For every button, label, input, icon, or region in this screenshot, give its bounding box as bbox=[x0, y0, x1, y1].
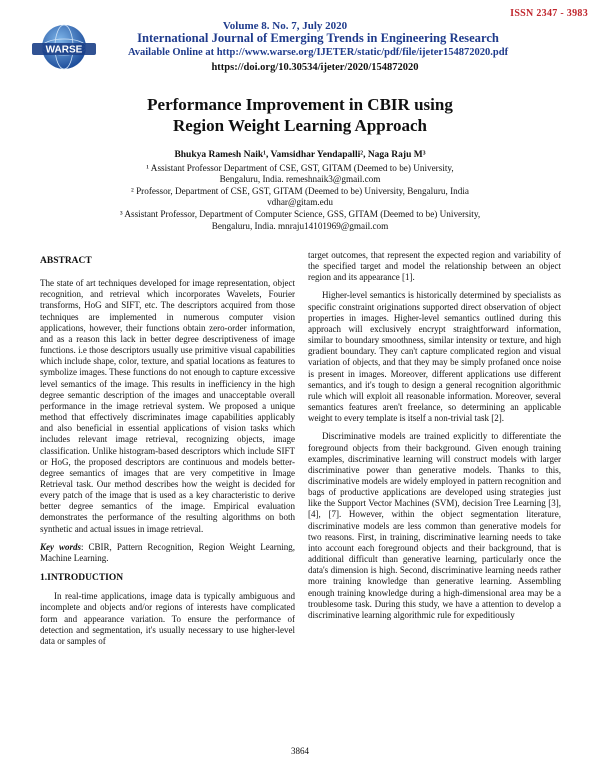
affiliation-2-line-1: ² Professor, Department of CSE, GST, GITAM (Deemed to be) University, Bengaluru, India bbox=[131, 185, 469, 196]
keywords bbox=[40, 542, 295, 564]
author-block bbox=[40, 150, 560, 232]
paper-title bbox=[40, 94, 560, 136]
right-paragraph-1: Higher-level semantics is historically determined by specialists as specific constraint originations supported direct observation of object properties in images. Higher-level semantics outlined during this approach will exclusively encrypt straightforward information, similar to boundary smoothness, similar intensity or texture, and high gradient boundary. They can't capture complicated region and visual variation of objects, and that they may be simply profaned once noise is present in images. Moreover, different applications use different semantics, and it's tough to design a general recognition algorithmic rule which will exploit all reasonable information. Moreover, several semantics features aren't freelance, so determining an applicable weight to every template is itself a non-trivial task [2]. bbox=[308, 290, 561, 424]
page-number: 3864 bbox=[291, 746, 309, 756]
right-paragraph-0: target outcomes, that represent the expected region and variability of the specified target and model the relationship between an object region and its appearance [1]. bbox=[308, 250, 561, 283]
affiliation-3-line-1: ³ Assistant Professor, Department of Computer Science, GSS, GITAM (Deemed to be) University, bbox=[119, 208, 481, 219]
issn: ISSN 2347 - 3983 bbox=[510, 8, 588, 19]
warse-logo bbox=[28, 22, 100, 76]
keywords-text: : CBIR, Pattern Recognition, Region Weight Learning, Machine Learning. bbox=[40, 541, 295, 563]
title-line-1: Performance Improvement in CBIR using bbox=[147, 95, 453, 114]
abstract-text: The state of art techniques developed for image representation, object recognition, and retrieval which incorporates Wavelets, Fourier transforms, HoG and SIFT, etc. The descriptors acquired from those techniques are implemented in numerous computer vision applications, however, their functions obtain zero-order information, and as a reason this lack in better degree descriptiveness of image functions. i.e those descriptors usually use primitive visual capabilities which include shape, color, texture, and spatial locations as features to symbolize images. These functions do not enough to capture excessive level semantics of the image. This results in inefficiency in the high degree semantic description of the images and unacceptable overall performance in the image retrieval system. We proposed a unique method that effectively discriminates image capabilities applicably and also beneficial in essential applications of vision tasks which includes relevant image retrieval, recognizing objects, image classification. Unlike histogram-based descriptors which include SIFT or HoG, the proposed descriptors are continuous and models better-degree semantics of images that are very competitive in Image Retrieval task. Our method describes how the weight is decided for every patch of the image that is used as a key characteristic to derive better degree semantics of the image. Empirical evaluation demonstrates the performance of the resulting algorithms on both synthetic and actual issues in image retrieval. bbox=[40, 278, 295, 534]
abstract-heading: ABSTRACT bbox=[40, 256, 92, 266]
doi-link[interactable]: https://doi.org/10.30534/ijeter/2020/154872020 bbox=[211, 62, 419, 73]
logo-text: WARSE bbox=[45, 44, 83, 56]
keywords-label: Key words bbox=[40, 541, 82, 552]
introduction-text: In real-time applications, image data is typically ambiguous and incomplete and objects and/or regions of interests have complicated form and appearance variation. To ensure the performance of detection and segmentation, it's usually necessary to use higher-level data or samples of bbox=[40, 591, 295, 646]
affiliation-1-line-2: Bengaluru, India. remeshnaik3@gmail.com bbox=[219, 174, 381, 185]
affiliation-2-line-2: vdhar@gitam.edu bbox=[267, 197, 333, 208]
right-column bbox=[308, 250, 561, 628]
available-online-link[interactable]: Available Online at http://www.warse.org/IJETER/static/pdf/file/ijeter154872020.pdf bbox=[127, 47, 509, 58]
right-paragraph-2: Discriminative models are trained explicitly to differentiate the foreground objects from their background. Given enough training examples, discriminative learning will construct models with larger discriminative power than generative models. Thanks to this, discriminative models are widely employed in pattern recognition and bags of productive applications are developed using strategies just like the Support Vector Machines (SVM), decision Tree Learning [3], [4], [7]. However, within the object segmentation literature, discriminative models are less common than generative models for two reasons. First, in training, discriminative learning needs to take into account each foreground objects and their background, that is additional difficult than generative learning, particularly once the data's dimension is high. Second, discriminative learning needs rather more training knowledge than generative learning. Assembling enough training knowledge during a high-dimensional area may be a troublesome task. During this study, we have a attention to develop a discriminative learning algorithmic rule for expeditiously bbox=[308, 431, 561, 620]
introduction-heading: 1.INTRODUCTION bbox=[40, 573, 124, 584]
affiliation-1-line-1: ¹ Assistant Professor Department of CSE, GST, GITAM (Deemed to be) University, bbox=[146, 162, 454, 173]
volume-line: Volume 8. No. 7, July 2020 bbox=[222, 20, 348, 32]
left-column bbox=[40, 256, 295, 654]
journal-title: International Journal of Emerging Trends in Engineering Research bbox=[137, 31, 499, 45]
author-names: Bhukya Ramesh Naik¹, Vamsidhar Yendapalli², Naga Raju M³ bbox=[174, 150, 426, 160]
title-line-2: Region Weight Learning Approach bbox=[173, 116, 427, 135]
affiliation-3-line-2: Bengaluru, India. mnraju14101969@gmail.com bbox=[211, 220, 389, 231]
